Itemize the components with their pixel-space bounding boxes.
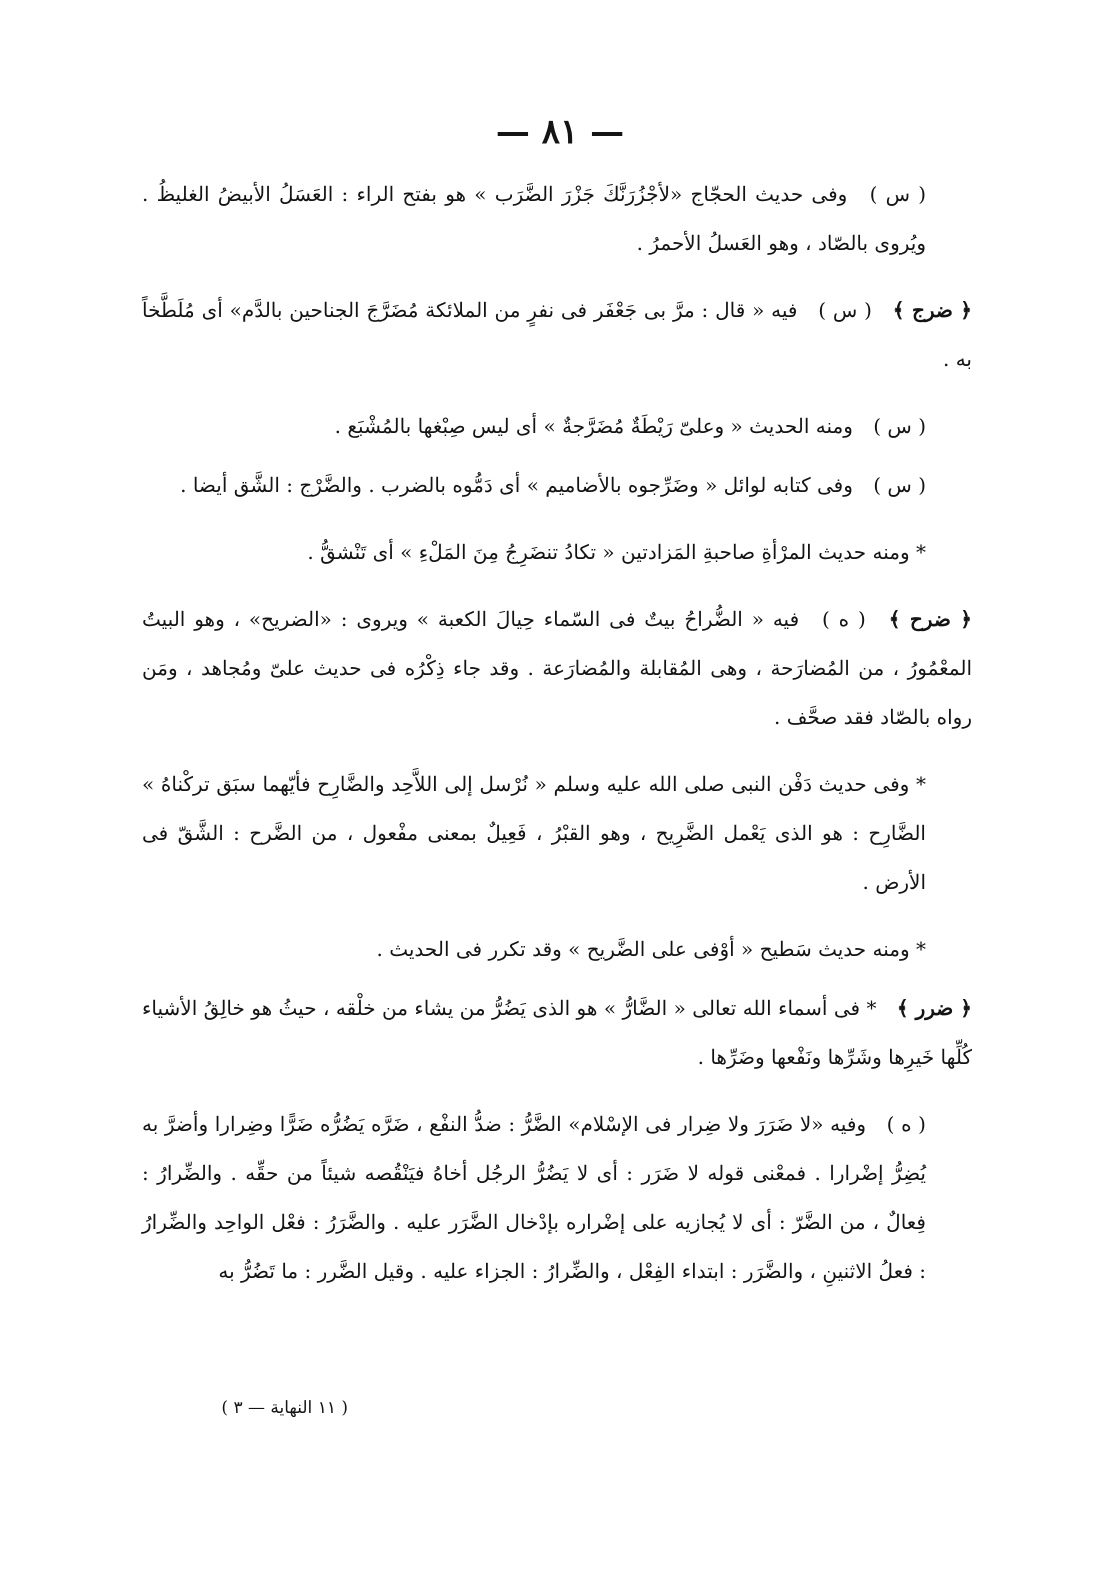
entry-text: فيه « الضُّراحُ بيتٌ فى السّماء حِيالَ الكعبة » ويروى : «الضريح» ، وهو البيتُ المعْمُورُ ، من المُضارَحة ، وهى المُقابلة والمُضارَعة . وقد جاء ذِكْرُه فى حديث علىّ ومُجاهد ، ومَن رواه بالصّاد فقد صحَّف .: [142, 607, 972, 729]
entry-text: * وفى حديث دَفْن النبى صلى الله عليه وسلم « نُرْسل إلى اللاَّحِد والضَّارِح فأيّهما سبَق تركْناهُ » الضَّارِح : هو الذى يَعْمل الضَّرِيح ، وهو القبْرُ ، فَعِيلٌ بمعنى مفْعول ، من الضَّرح : الشَّقّ فى الأرض .: [142, 772, 926, 894]
entry-darj: [142, 286, 972, 384]
entry-text: وفى كتابه لوائل « وضَرِّجوه بالأضاميم » أى دَمُّوه بالضرب . والضَّرْج : الشَّق أيضا .: [180, 473, 853, 497]
entry-text: * فى أسماء الله تعالى « الضَّارُّ » هو الذى يَضُرُّ من يشاء من خلْقه ، حيثُ هو خالِقُ الأشياء كُلِّها خَيرِها وشَرِّها ونَفْعها وضَرِّها .: [142, 996, 972, 1069]
entry-text: * ومنه حديث المرْأةِ صاحبةِ المَزادتين « تكادُ تنضَرِجُ مِنَ المَلْءِ » أى تَنْشقُّ .: [307, 540, 926, 564]
headword-darj: ﴿ ضرج ﴾: [892, 298, 973, 322]
headword-darar: ﴿ ضرر ﴾: [896, 996, 973, 1020]
entry-darar: [142, 984, 972, 1082]
source-marker: ( س ): [873, 473, 926, 497]
source-marker: ( ه ): [822, 607, 866, 631]
source-marker: ( س ): [818, 298, 872, 322]
headword-darh: ﴿ ضرح ﴾: [888, 607, 973, 631]
entry-kitab-wail: [142, 461, 972, 510]
source-marker: ( س ): [869, 182, 927, 206]
entry-haddith-hajjaj: [142, 170, 972, 268]
entry-darh: [142, 595, 972, 742]
entry-mazadatain: [142, 528, 972, 577]
entry-text: وفيه «لا ضَرَرَ ولا ضِرار فى الإسْلام» الضَّرُّ : ضدُّ النفْع ، ضَرَّه يَضُرُّه ضَرًّا وضِرارا وأضرَّ به يُضِرُّ إضْرارا . فمعْنى قوله لا ضَرَر : أى لا يَضُرُّ الرجُل أخاهُ فيَنْقُصه شيئاً من حقِّه . والضِّرارُ : فِعالٌ ، من الضَّرّ : أى لا يُجازيه على إضْراره بإدْخال الضَّرَر عليه . والضَّرَرُ : فعْل الواحِد والضِّرارُ : فعلُ الاثنينِ ، والضَّرَر : ابتداء الفِعْل ، والضِّرارُ : الجزاء عليه . وقيل الضَّرر : ما تَضُرُّ به: [142, 1112, 926, 1283]
source-marker: ( س ): [873, 414, 926, 438]
source-marker: ( ه ): [886, 1112, 926, 1136]
page-number: — ٨١ —: [495, 112, 625, 152]
entry-raita: [142, 402, 972, 451]
page-body: [142, 170, 972, 1314]
entry-text: ومنه الحديث « وعلىّ رَيْطَةٌ مُضَرَّجةٌ » أى ليس صِبْغها بالمُشْبَع .: [334, 414, 853, 438]
entry-dafn: [142, 760, 972, 907]
entry-text: * ومنه حديث سَطيح « أوْفى على الضَّريح » وقد تكرر فى الحديث .: [376, 937, 926, 961]
footer-signature: ( ١١ النهاية — ٣ ): [221, 1398, 348, 1418]
entry-text: فيه « قال : مرَّ بى جَعْفَر فى نفرٍ من الملائكة مُضَرَّجَ الجناحين بالدَّم» أى مُلَطَّخاً به .: [142, 298, 972, 371]
entry-satih: [142, 925, 972, 974]
entry-la-darar: [142, 1100, 972, 1296]
entry-text: وفى حديث الحجّاج «لأجْزُرَنَّكَ جَزْرَ الضَّرَب » هو بفتح الراء : العَسَلُ الأبيضُ الغليظُ . ويُروى بالصّاد ، وهو العَسلُ الأحمرُ .: [142, 182, 926, 255]
